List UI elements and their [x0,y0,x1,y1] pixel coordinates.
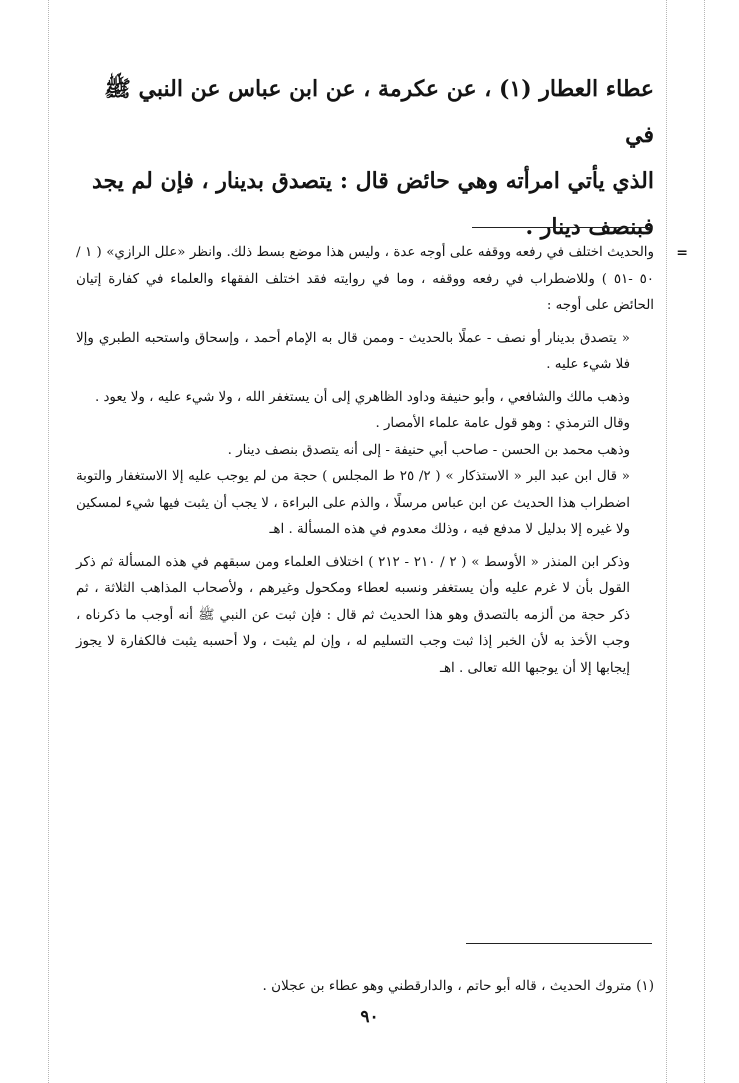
footnote-rule [466,943,652,944]
main-text-line: فبنصف دينار . [525,214,654,240]
main-text-line: عطاء العطار (١) ، عن عكرمة ، عن ابن عباس عن النبي ﷺ في [104,76,654,148]
note-paragraph [76,240,688,320]
margin-guide-right [666,0,667,1083]
note-text: والحديث اختلف في رفعه ووقفه على أوجه عدة ، وليس هذا موضع بسط ذلك. وانظر «علل الرازي» ( ١ / ٥٠ -٥١ ) وللاضطراب في رفعه ووقفه ، وما في روايته فقد اختلف الفقهاء والعلماء في كفارة إتيان الحائض على أوجه : [76,245,654,313]
note-paragraph: « قال ابن عبد البر « الاستذكار » ( ٢/ ٢٥ ط المجلس ) حجة من لم يوجب عليه إلا الاستغفار والتوبة اضطراب هذا الحديث عن ابن عباس مرسلًا ، والذم على البراءة ، لا يجب أن يثبت فيها شيء لمسكين ولا غيره إلا بدليل لا مدفع فيه ، وذلك معدوم في هذه المسألة . اهـ [76,469,630,537]
main-text-line: الذي يأتي امرأته وهي حائض قال : يتصدق بدينار ، فإن لم يجد [91,168,654,194]
page-number: ٩٠ [360,1007,379,1027]
margin-guide-left [48,0,49,1083]
note-paragraph: وذهب مالك والشافعي ، وأبو حنيفة وداود الظاهري إلى أن يستغفر الله ، ولا شيء عليه ، ولا يعود . [94,389,630,405]
margin-guide-outer [704,0,705,1083]
note-paragraph: « يتصدق بدينار أو نصف - عملًا بالحديث - وممن قال به الإمام أحمد ، وإسحاق واستحبه الطبري وإلا فلا شيء عليه . [76,330,630,372]
separator-rule [472,227,652,228]
footnote: (١) متروك الحديث ، قاله أبو حاتم ، والدارقطني وهو عطاء بن عجلان . [262,978,654,994]
notes-block [76,240,688,682]
note-paragraph: وقال الترمذي : وهو قول عامة علماء الأمصار . [375,416,630,431]
main-text-block [76,66,654,250]
note-paragraph: وذكر ابن المنذر « الأوسط » ( ٢ / ٢١٠ - ٢١٢ ) اختلاف العلماء ومن سبقهم في هذه المسألة ثم ذكر القول بأن لا غرم عليه وأن يستغفر ونسبه لعطاء ومكحول وغيرهم ، ولأصحاب المذاهب الثلاثة ، ثم ذكر حجة من ألزمه بالتصدق وهو هذا الحديث ثم قال : فإن ثبت عن النبي ﷺ أنه أوجب ما ذكرناه ، وجب الأخذ به لأن الخبر إذا ثبت وجب التسليم له ، وإن لم يثبت ، ولا أحسبه يثبت فالكفارة لا يجوز إيجابها إلا أن يوجبها الله تعالى . اهـ [76,554,631,676]
note-paragraph: وذهب محمد بن الحسن - صاحب أبي حنيفة - إلى أنه يتصدق بنصف دينار . [227,442,630,458]
continuation-marker: = [676,245,688,261]
